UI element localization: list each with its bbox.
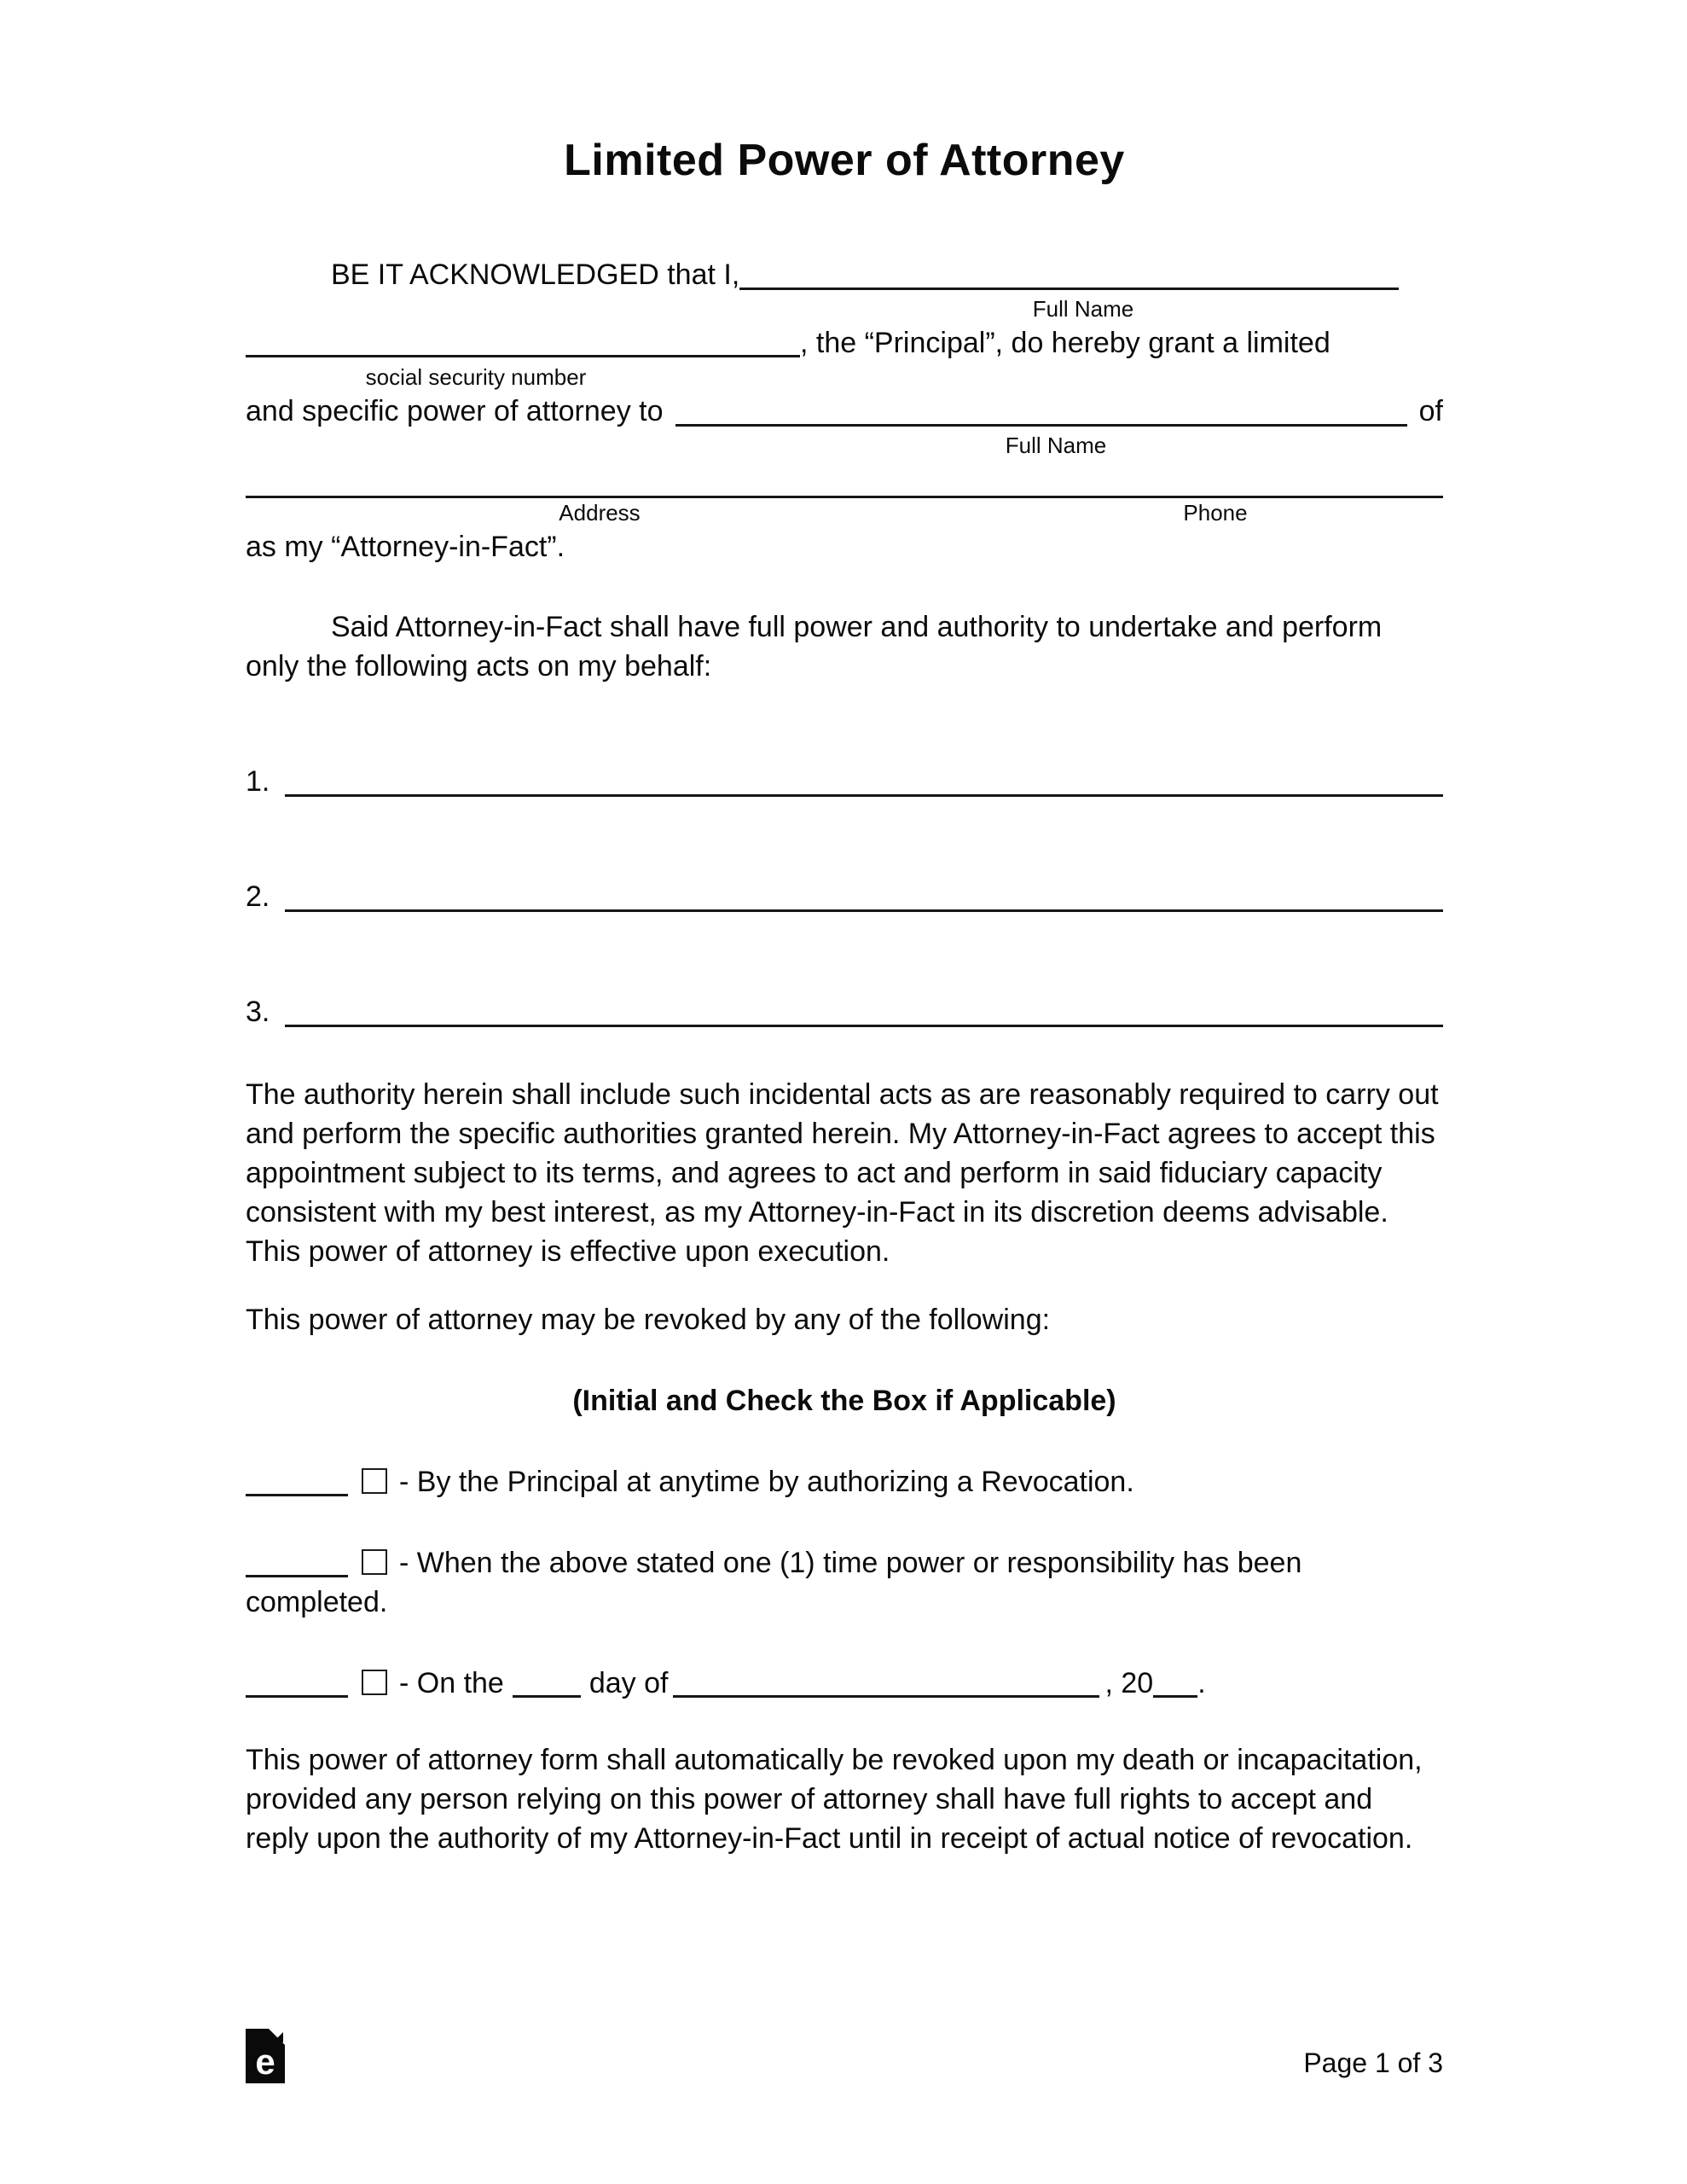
principal-name-blank[interactable]	[739, 255, 1399, 290]
checkbox-3[interactable]	[362, 1670, 387, 1695]
act-row-1	[246, 762, 1443, 801]
revocation-intro: This power of attorney may be revoked by any of the following:	[246, 1304, 1051, 1336]
initials-blank-1[interactable]	[246, 1465, 348, 1496]
address-label: Address	[559, 500, 641, 526]
attorney-in-fact-clause: as my “Attorney-in-Fact”.	[246, 531, 565, 563]
revocation-option-2-text: - When the above stated one (1) time power or responsibility has been completed.	[246, 1547, 1302, 1618]
revocation-option-3-period: .	[1197, 1667, 1206, 1699]
grant-clause-line	[246, 392, 1443, 431]
initials-blank-2[interactable]	[246, 1546, 348, 1577]
page-indicator: Page 1 of 3	[1303, 2048, 1443, 2078]
full-name-label-principal: Full Name	[1032, 296, 1134, 322]
phone-label: Phone	[1183, 500, 1248, 526]
eforms-logo-icon	[246, 2029, 285, 2083]
grant-clause-prefix: and specific power of attorney to	[246, 395, 664, 427]
ssn-blank[interactable]	[246, 326, 800, 357]
address-phone-label-row	[246, 498, 1443, 527]
initial-check-instruction: (Initial and Check the Box if Applicable)	[572, 1385, 1116, 1417]
agent-name-blank[interactable]	[675, 392, 1407, 427]
revocation-option-3-year-prefix: , 20	[1104, 1667, 1154, 1699]
agent-name-label-row	[246, 431, 1443, 460]
ssn-label: social security number	[365, 364, 587, 390]
acknowledged-line	[246, 255, 1443, 294]
initials-blank-3[interactable]	[246, 1666, 348, 1698]
day-blank[interactable]	[513, 1666, 581, 1698]
principal-name-label-row	[246, 294, 1443, 323]
revocation-option-1	[246, 1462, 1443, 1502]
month-blank[interactable]	[673, 1666, 1099, 1698]
act-row-3	[246, 992, 1443, 1031]
act-blank-2[interactable]	[285, 877, 1443, 912]
page-title: Limited Power of Attorney	[564, 136, 1125, 185]
auto-revocation-paragraph: This power of attorney form shall automatically be revoked upon my death or incapacitation, provided any person relying on this power of attorney shall have full rights to accept and reply upon the authority of my Attorney-in-Fact until in receipt of actual notice of revocation.	[246, 1744, 1423, 1855]
revocation-option-1-text: - By the Principal at anytime by authorizing a Revocation.	[399, 1466, 1134, 1498]
revocation-option-3-day-of: day of	[588, 1667, 669, 1699]
checkbox-1[interactable]	[362, 1468, 387, 1494]
principal-clause-suffix: , the “Principal”, do hereby grant a limited	[800, 327, 1330, 359]
full-name-label-agent: Full Name	[1005, 433, 1107, 458]
act-row-2	[246, 877, 1443, 916]
act-number-1: 1.	[246, 765, 270, 798]
checkbox-2[interactable]	[362, 1549, 387, 1575]
principal-clause-line	[246, 323, 1443, 363]
authority-intro-paragraph: Said Attorney-in-Fact shall have full power and authority to undertake and perform only the following acts on my behalf:	[246, 611, 1383, 682]
document-content	[246, 0, 1443, 1858]
act-blank-1[interactable]	[285, 762, 1443, 797]
of-word: of	[1418, 395, 1443, 427]
act-number-3: 3.	[246, 996, 270, 1028]
year-blank[interactable]	[1153, 1666, 1197, 1698]
revocation-option-2	[246, 1543, 1443, 1622]
revocation-option-3	[246, 1664, 1443, 1703]
acknowledged-prefix: BE IT ACKNOWLEDGED that I,	[331, 258, 740, 291]
act-blank-3[interactable]	[285, 992, 1443, 1027]
ssn-label-row	[246, 363, 1443, 392]
authority-paragraph: The authority herein shall include such incidental acts as are reasonably required to carry out and perform the specific authorities granted herein. My Attorney-in-Fact agrees to accept this appointment subject to its terms, and agrees to act and perform in said fiduciary capacity consistent with my best interest, as my Attorney-in-Fact in its discretion deems advisable. This power of attorney is effective upon execution.	[246, 1078, 1439, 1268]
act-number-2: 2.	[246, 880, 270, 913]
eforms-logo-letter: e	[255, 2042, 275, 2082]
revocation-option-3-on-the: - On the	[399, 1667, 504, 1699]
